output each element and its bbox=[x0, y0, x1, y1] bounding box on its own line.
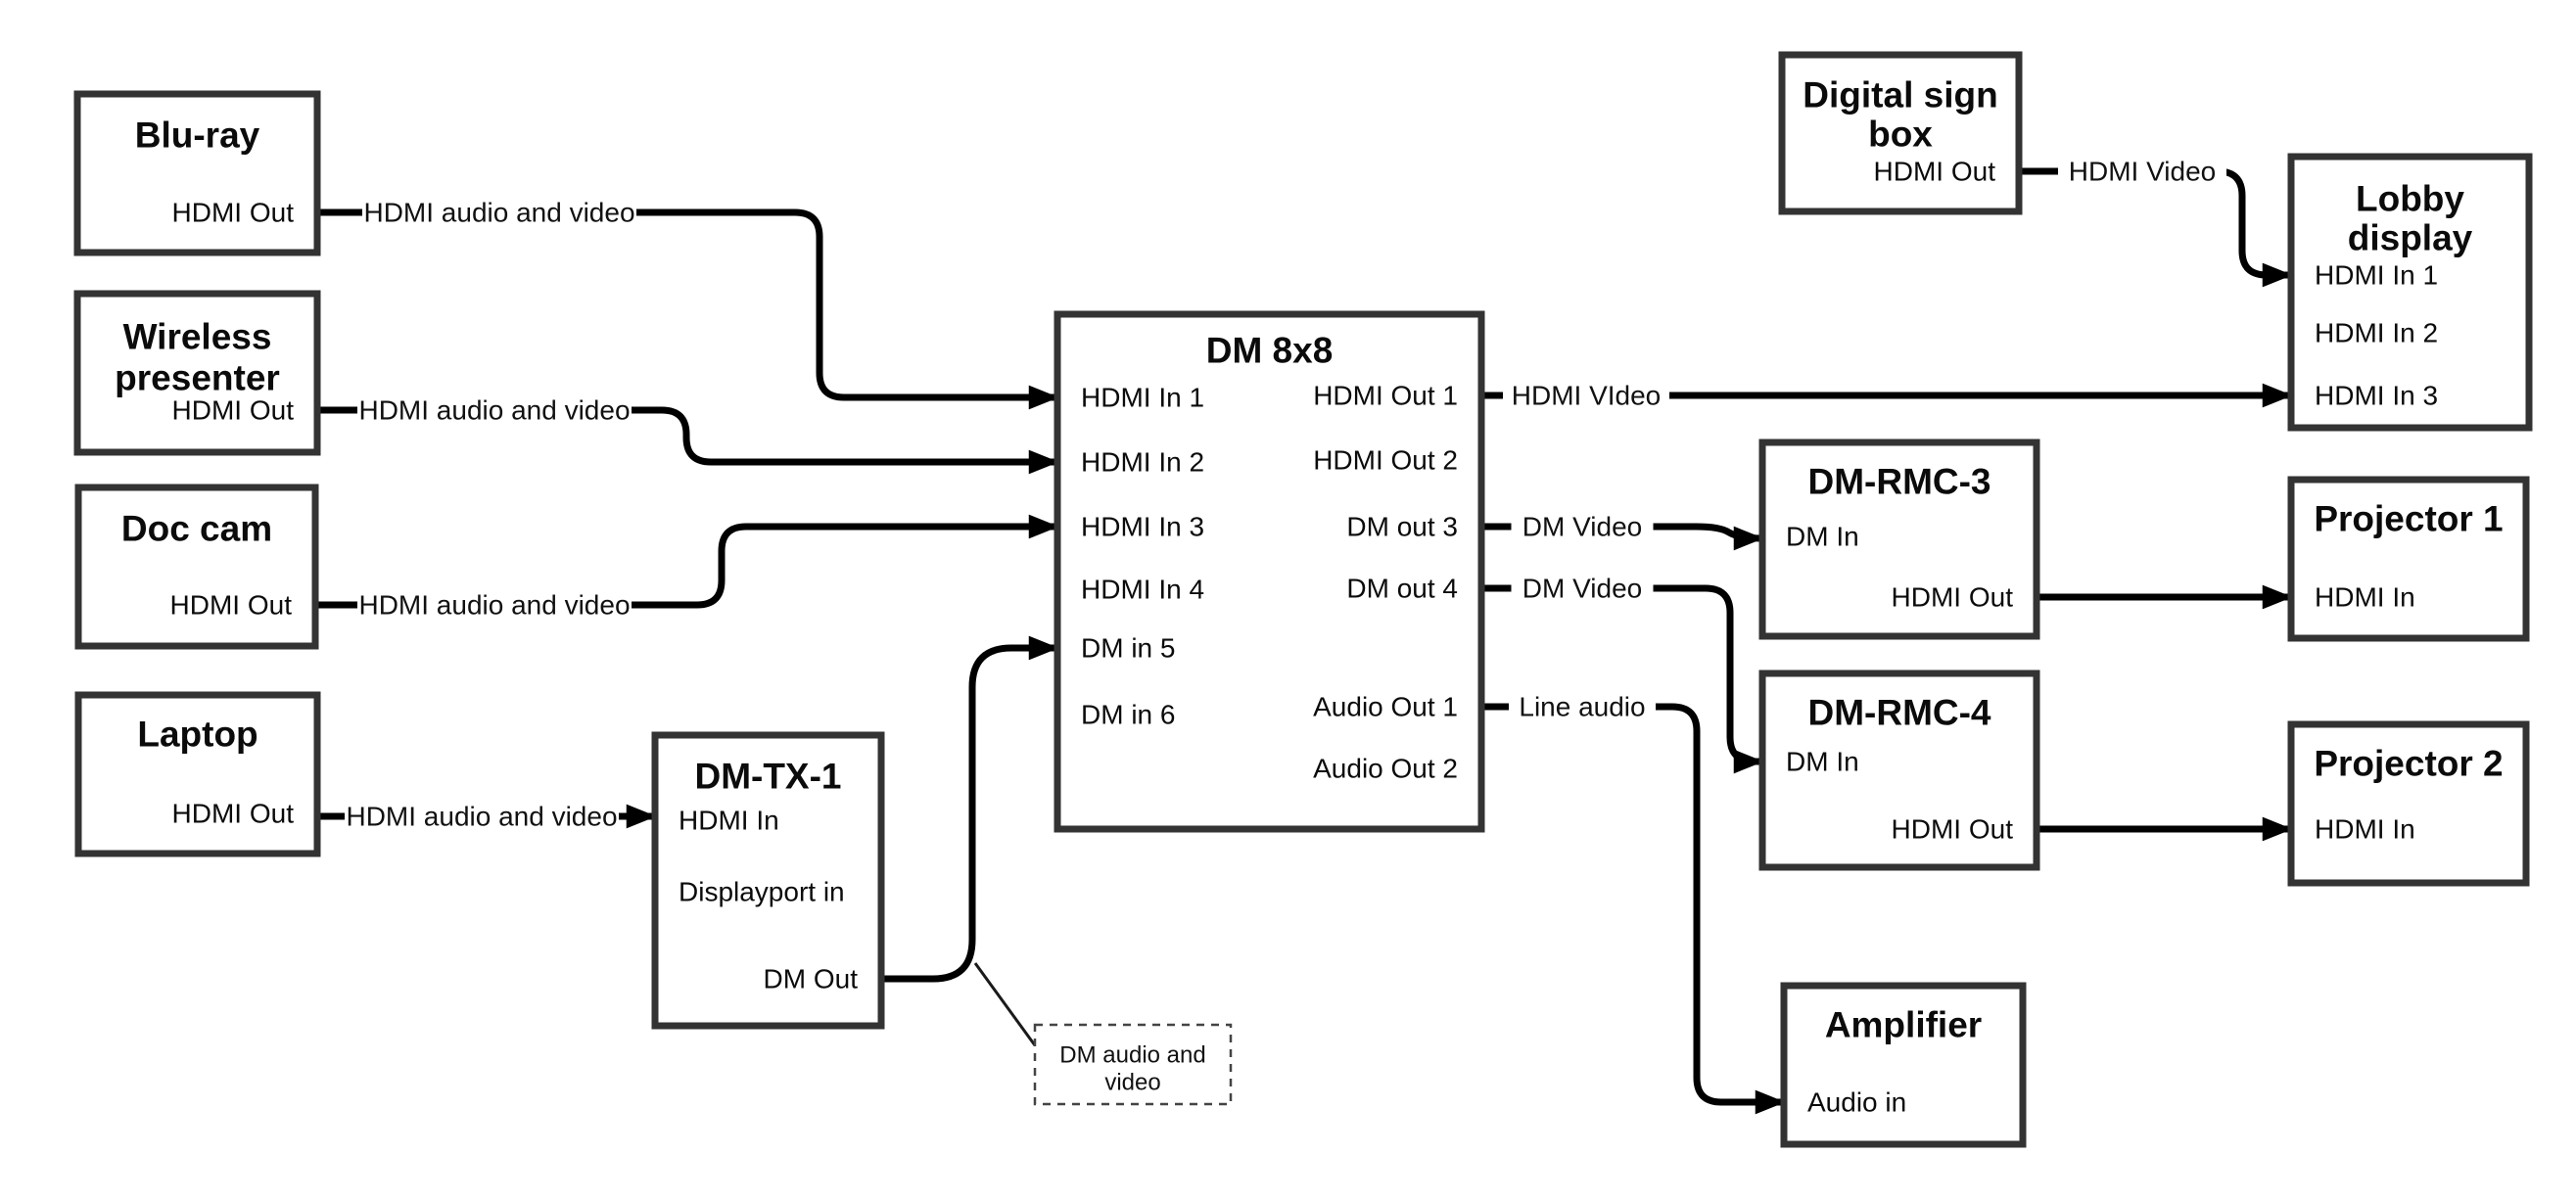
node-dm-rmc-4 bbox=[1762, 673, 2037, 867]
node-laptop-port-hdmi-out: HDMI Out bbox=[171, 798, 294, 829]
node-dm-rmc-3-port-hdmi-out: HDMI Out bbox=[1891, 581, 2013, 613]
edge-doc-cam-to-dm8x8-in3 bbox=[315, 527, 1057, 624]
node-amplifier-port-audio-in: Audio in bbox=[1807, 1086, 1907, 1118]
edge-dm8x8-audio1-to-amplifier bbox=[1481, 688, 1784, 1102]
node-dm-8x8-port-audio-out-2: Audio Out 2 bbox=[1313, 753, 1458, 784]
node-laptop bbox=[78, 695, 317, 854]
edge-label-dm8x8-out4-to-dm-rmc-4: DM Video bbox=[1522, 573, 1643, 604]
node-dm-tx-1 bbox=[655, 735, 881, 1026]
node-digital-sign-box bbox=[1782, 55, 2019, 211]
node-lobby-display bbox=[2291, 157, 2529, 428]
node-wireless-presenter-title-line-1: presenter bbox=[115, 357, 280, 398]
node-dm-8x8-port-dm-in-5: DM in 5 bbox=[1081, 632, 1176, 664]
node-amplifier bbox=[1784, 986, 2023, 1144]
node-dm-rmc-4-title-line-0: DM-RMC-4 bbox=[1807, 692, 1991, 733]
edge-line-blu-ray-to-dm8x8-in1 bbox=[317, 212, 1057, 397]
node-lobby-display-title-line-1: display bbox=[2347, 217, 2473, 258]
edge-laptop-to-dm-tx-1 bbox=[317, 798, 655, 835]
node-dm-8x8-port-hdmi-in-4: HDMI In 4 bbox=[1081, 574, 1205, 605]
node-projector-1-title-line-0: Projector 1 bbox=[2314, 498, 2504, 539]
node-dm-rmc-3-port-dm-in: DM In bbox=[1786, 521, 1859, 552]
node-dm-tx-1-port-dm-out: DM Out bbox=[763, 963, 858, 994]
node-blu-ray-port-hdmi-out: HDMI Out bbox=[171, 197, 294, 228]
node-dm-8x8-title-line-0: DM 8x8 bbox=[1205, 330, 1334, 371]
edge-label-laptop-to-dm-tx-1: HDMI audio and video bbox=[346, 801, 618, 832]
callout-text-line-1: video bbox=[1104, 1069, 1161, 1096]
node-dm-8x8-port-audio-out-1: Audio Out 1 bbox=[1313, 691, 1458, 722]
edge-label-dm8x8-out1-to-lobby-in3: HDMI VIdeo bbox=[1511, 380, 1662, 411]
edge-dm-tx-1-to-dm8x8-in5 bbox=[881, 648, 1057, 979]
node-projector-2 bbox=[2291, 724, 2526, 883]
node-dm-8x8-port-hdmi-in-2: HDMI In 2 bbox=[1081, 446, 1205, 478]
edge-label-digital-sign-to-lobby-in1: HDMI Video bbox=[2068, 156, 2217, 187]
callout-text-line-0: DM audio and bbox=[1059, 1041, 1206, 1069]
node-dm-rmc-3-title-line-0: DM-RMC-3 bbox=[1807, 461, 1991, 502]
node-lobby-display-port-hdmi-in-2: HDMI In 2 bbox=[2315, 317, 2439, 348]
node-lobby-display-port-hdmi-in-1: HDMI In 1 bbox=[2315, 259, 2439, 291]
node-doc-cam-port-hdmi-out: HDMI Out bbox=[169, 589, 292, 621]
edge-label-blu-ray-to-dm8x8-in1: HDMI audio and video bbox=[363, 197, 635, 228]
edge-label-doc-cam-to-dm8x8-in3: HDMI audio and video bbox=[358, 589, 631, 621]
node-wireless-presenter-port-hdmi-out: HDMI Out bbox=[171, 394, 294, 426]
edge-dm8x8-out4-to-dm-rmc-4 bbox=[1481, 570, 1762, 762]
node-blu-ray bbox=[77, 94, 317, 253]
node-amplifier-title-line-0: Amplifier bbox=[1824, 1004, 1983, 1045]
node-dm-8x8-port-dm-out-4: DM out 4 bbox=[1346, 573, 1458, 604]
node-dm-8x8-port-dm-in-6: DM in 6 bbox=[1081, 699, 1176, 730]
node-dm-8x8 bbox=[1057, 314, 1481, 829]
node-dm-tx-1-port-hdmi-in: HDMI In bbox=[679, 805, 779, 836]
edge-label-dm8x8-out3-to-dm-rmc-3: DM Video bbox=[1522, 511, 1643, 542]
node-dm-rmc-4-port-dm-in: DM In bbox=[1786, 746, 1859, 777]
edge-dm8x8-out1-to-lobby-in3 bbox=[1481, 377, 2291, 414]
node-laptop-title-line-0: Laptop bbox=[137, 714, 258, 755]
node-projector-2-port-hdmi-in: HDMI In bbox=[2315, 813, 2415, 845]
node-wireless-presenter-title-line-0: Wireless bbox=[122, 316, 272, 357]
edge-line-dm8x8-out4-to-dm-rmc-4 bbox=[1481, 588, 1762, 762]
node-projector-1-port-hdmi-in: HDMI In bbox=[2315, 581, 2415, 613]
callout-dm-audio-video-note bbox=[975, 963, 1231, 1104]
node-dm-8x8-port-dm-out-3: DM out 3 bbox=[1346, 511, 1458, 542]
edge-wireless-to-dm8x8-in2 bbox=[317, 392, 1057, 462]
node-digital-sign-box-title-line-0: Digital sign bbox=[1803, 74, 1998, 115]
edge-dm8x8-out3-to-dm-rmc-3 bbox=[1481, 508, 1762, 545]
edge-line-dm8x8-audio1-to-amplifier bbox=[1481, 707, 1784, 1102]
edge-blu-ray-to-dm8x8-in1 bbox=[317, 194, 1057, 397]
node-dm-8x8-port-hdmi-in-3: HDMI In 3 bbox=[1081, 511, 1205, 542]
node-dm-8x8-port-hdmi-out-1: HDMI Out 1 bbox=[1313, 380, 1458, 411]
node-doc-cam bbox=[78, 487, 315, 646]
node-lobby-display-port-hdmi-in-3: HDMI In 3 bbox=[2315, 380, 2439, 411]
node-doc-cam-title-line-0: Doc cam bbox=[120, 508, 273, 549]
node-blu-ray-title-line-0: Blu-ray bbox=[134, 115, 260, 156]
node-digital-sign-box-port-hdmi-out: HDMI Out bbox=[1873, 156, 1995, 187]
node-dm-8x8-port-hdmi-in-1: HDMI In 1 bbox=[1081, 382, 1205, 413]
edge-label-wireless-to-dm8x8-in2: HDMI audio and video bbox=[358, 394, 631, 426]
node-dm-tx-1-port-displayport-in: Displayport in bbox=[679, 876, 845, 907]
node-digital-sign-box-title-line-1: box bbox=[1868, 114, 1933, 155]
node-dm-tx-1-title-line-0: DM-TX-1 bbox=[694, 756, 842, 797]
node-projector-1 bbox=[2291, 480, 2526, 638]
node-dm-rmc-4-port-hdmi-out: HDMI Out bbox=[1891, 813, 2013, 845]
edge-digital-sign-to-lobby-in1 bbox=[2019, 153, 2291, 275]
callout-leader-line bbox=[975, 963, 1035, 1045]
node-projector-2-title-line-0: Projector 2 bbox=[2314, 743, 2504, 784]
node-wireless-presenter bbox=[77, 294, 317, 452]
edge-label-dm8x8-audio1-to-amplifier: Line audio bbox=[1519, 691, 1646, 722]
node-dm-rmc-3 bbox=[1762, 442, 2037, 636]
node-dm-8x8-port-hdmi-out-2: HDMI Out 2 bbox=[1313, 444, 1458, 476]
node-lobby-display-title-line-0: Lobby bbox=[2356, 178, 2464, 219]
edge-line-dm-tx-1-to-dm8x8-in5 bbox=[881, 648, 1057, 979]
